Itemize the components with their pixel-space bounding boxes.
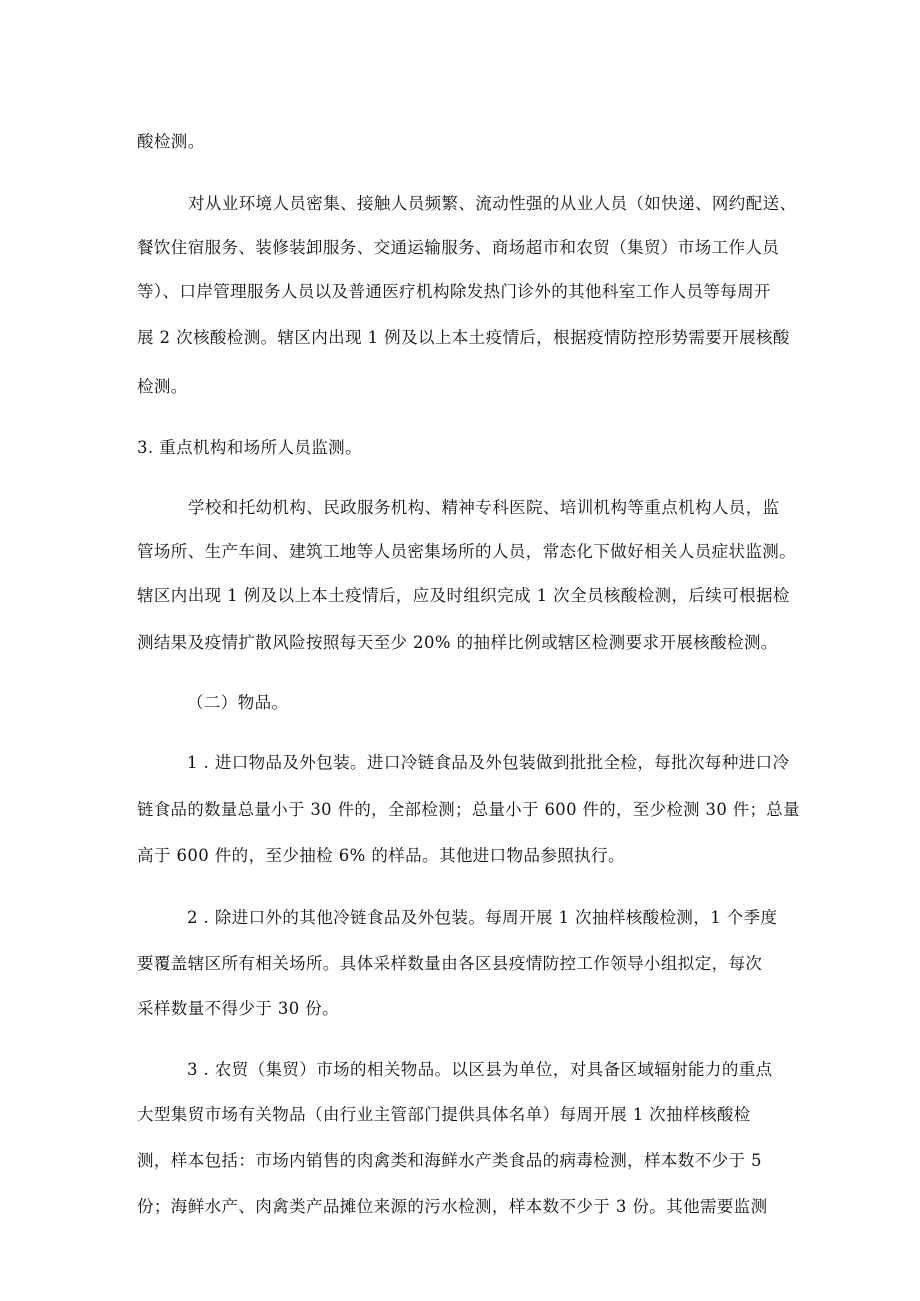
text-line-11: 1 . 进口物品及外包装。进口冷链食品及外包装做到批批全检，每批次每种进口冷: [187, 753, 790, 772]
text-line-14: 2 . 除进口外的其他冷链食品及外包装。每周开展 1 次抽样核酸检测，1 个季度: [187, 908, 778, 927]
text-line-8: 管场所、生产车间、建筑工地等人员密集场所的人员，常态化下做好相关人员症状监测。: [137, 542, 797, 561]
text-line-12: 链食品的数量总量小于 30 件的，全部检测；总量小于 600 件的，至少检测 30 件；总量: [137, 800, 800, 819]
section-heading-goods: （二）物品。: [187, 693, 289, 712]
text-line-15: 要覆盖辖区所有相关场所。具体采样数量由各区县疫情防控工作领导小组拟定，每次: [137, 954, 763, 973]
text-line-5: 展 2 次核酸检测。辖区内出现 1 例及以上本土疫情后，根据疫情防控形势需要开展核酸: [137, 328, 790, 347]
text-line-4: 等）、口岸管理服务人员以及普通医疗机构除发热门诊外的其他科室工作人员等每周开: [137, 282, 771, 301]
text-line-7: 学校和托幼机构、民政服务机构、精神专科医院、培训机构等重点机构人员，监: [188, 498, 780, 517]
text-line-1: 酸检测。: [137, 132, 205, 151]
text-line-17: 3 . 农贸（集贸）市场的相关物品。以区县为单位，对具备区域辐射能力的重点: [187, 1060, 773, 1079]
text-line-19: 测，样本包括：市场内销售的肉禽类和海鲜水产类食品的病毒检测，样本数不少于 5: [137, 1151, 762, 1170]
text-line-16: 采样数量不得少于 30 份。: [137, 999, 340, 1018]
text-line-10: 测结果及疫情扩散风险按照每天至少 20% 的抽样比例或辖区检测要求开展核酸检测。: [137, 633, 778, 652]
text-line-9: 辖区内出现 1 例及以上本土疫情后，应及时组织完成 1 次全员核酸检测，后续可根据检: [137, 586, 790, 605]
text-line-20: 份；海鲜水产、肉禽类产品摊位来源的污水检测，样本数不少于 3 份。其他需要监测: [137, 1197, 768, 1216]
text-line-13: 高于 600 件的，至少抽检 6% 的样品。其他进口物品参照执行。: [137, 846, 625, 865]
text-line-2: 对从业环境人员密集、接触人员频繁、流动性强的从业人员（如快递、网约配送、: [188, 194, 797, 213]
text-line-18: 大型集贸市场有关物品（由行业主管部门提供具体名单）每周开展 1 次抽样核酸检: [137, 1105, 751, 1124]
text-line-6: 检测。: [137, 377, 188, 396]
section-heading-3: 3. 重点机构和场所人员监测。: [137, 438, 362, 457]
text-line-3: 餐饮住宿服务、装修装卸服务、交通运输服务、商场超市和农贸（集贸）市场工作人员: [137, 238, 780, 257]
